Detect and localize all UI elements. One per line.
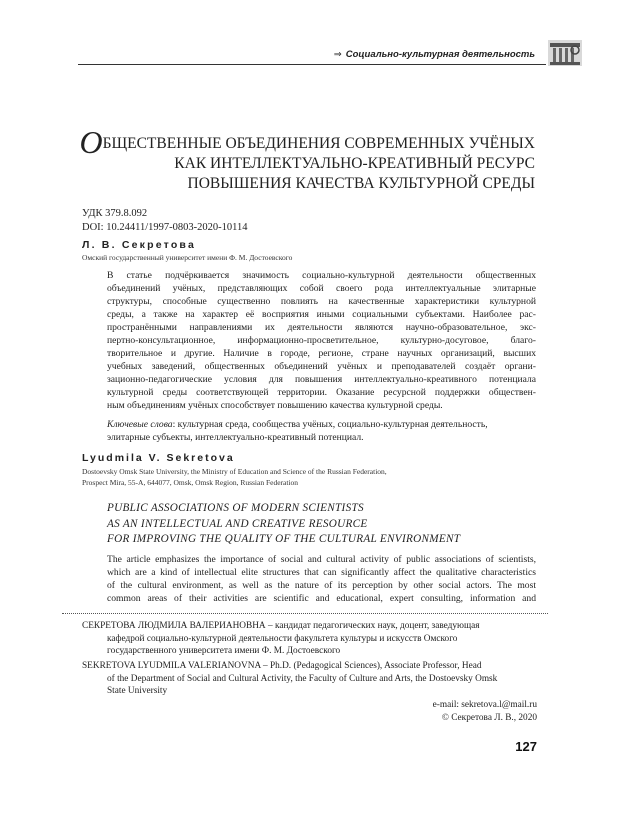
abstract-en-line: of the cultural environment, as well as the nature of its perception by other social actors. The most (107, 580, 536, 591)
doi: DOI: 10.24411/1997-0803-2020-10114 (82, 222, 248, 233)
author-name-ru: Л. В. Секретова (82, 239, 196, 251)
author-name-en: Lyudmila V. Sekretova (82, 452, 235, 464)
abstract-ru-line: зационно-педагогические условия для повышения интеллектуально-креативного потенциала (107, 374, 536, 385)
abstract-ru-line: структуры, способные существенно повлиять на качественные характеристики культурной (107, 296, 536, 307)
affiliation-en (82, 467, 387, 488)
author-email[interactable]: e-mail: sekretova.l@mail.ru (432, 700, 537, 710)
keywords-ru (107, 418, 536, 444)
keywords-text: элитарные субъекты, интеллектуально-креативный потенциал. (107, 432, 364, 443)
section-name: Социально-культурная деятельность (345, 49, 535, 60)
article-title-ru (65, 124, 535, 194)
title-ru-line: БЩЕСТВЕННЫЕ ОБЪЕДИНЕНИЯ СОВРЕМЕННЫХ УЧЁНЫХ (102, 135, 535, 152)
udk-code: УДК 379.8.092 (82, 208, 148, 219)
bio-ru-line: государственного университета имени Ф. М. Достоевского (107, 646, 341, 656)
affiliation-ru: Омский государственный университет имени Ф. М. Достоевского (82, 253, 293, 262)
abstract-en-line: which are a kind of intellectual elite structures that can significantly affect the qualitative characteristics (107, 567, 536, 578)
copyright: © Секретова Л. В., 2020 (441, 713, 537, 723)
author-bio-en (82, 660, 536, 698)
title-en-line: AS AN INTELLECTUAL AND CREATIVE RESOURCE (107, 517, 368, 530)
arrow-icon: ⇒ (333, 49, 342, 60)
affiliation-en-line: Prospect Mira, 55-A, 644077, Omsk, Omsk Region, Russian Federation (82, 477, 299, 487)
title-en-line: FOR IMPROVING THE QUALITY OF THE CULTURAL ENVIRONMENT (107, 533, 461, 545)
abstract-en-line: The article emphasizes the importance of social and cultural activity of public associations of scientists, (107, 554, 536, 565)
keywords-text: : культурная среда, сообщества учёных, социально-культурная деятельность, (172, 419, 488, 430)
abstract-ru (107, 269, 536, 412)
abstract-ru-line: В статье подчёркивается значимость социально-культурной деятельности общественных (107, 270, 536, 281)
bio-ru-line: СЕКРЕТОВА ЛЮДМИЛА ВАЛЕРИАНОВНА – кандидат педагогических наук, доцент, заведующая (82, 621, 480, 631)
bio-en-line: of the Department of Social and Cultural Activity, the Faculty of Culture and Arts, the Dostoevsky Omsk (107, 673, 498, 684)
header-rule (78, 64, 546, 65)
abstract-ru-line: пертно-консультационное, информационно-просветительное, культурно-досуговое, благо- (107, 335, 536, 346)
footnote-separator (62, 613, 548, 614)
title-en-line: PUBLIC ASSOCIATIONS OF MODERN SCIENTISTS (107, 502, 364, 514)
keywords-label: Ключевые слова (107, 419, 173, 430)
abstract-ru-line: объединений учёных, представляющих собой своего рода интеллектуальные элитарные (107, 283, 536, 294)
article-title-en (107, 501, 460, 548)
title-ru-line: КАК ИНТЕЛЛЕКТУАЛЬНО-КРЕАТИВНЫЙ РЕСУРС (174, 155, 535, 172)
running-header (334, 49, 535, 60)
drop-cap: О (79, 124, 103, 160)
abstract-en-line: common areas of their activities are scientific and educational, expert consulting, information and (107, 593, 536, 604)
bio-en-line: SEKRETOVA LYUDMILA VALERIANOVNA – Ph.D. (Pedagogical Sciences), Associate Professor, Head (82, 661, 482, 671)
column-logo-icon (548, 40, 582, 66)
affiliation-en-line: Dostoevsky Omsk State University, the Ministry of Education and Science of the Russian Federation, (82, 467, 387, 476)
title-ru-line: ПОВЫШЕНИЯ КАЧЕСТВА КУЛЬТУРНОЙ СРЕДЫ (187, 175, 535, 192)
abstract-ru-line: культурной среды соответствующей территории. Оказание ресурсной поддержки обществен- (107, 387, 536, 398)
bio-en-line: State University (107, 686, 168, 696)
abstract-ru-line: учебных заведений, общественных объединений учёных и преподавателей создаёт органи- (107, 361, 536, 372)
abstract-en (107, 553, 536, 605)
abstract-ru-line: ным объединениям учёных способствует повышению качества культурной среды. (107, 400, 443, 411)
page-number: 127 (515, 739, 537, 754)
abstract-ru-line: пространёнными направлениями их деятельности являются научно-образовательное, экс- (107, 322, 536, 333)
abstract-ru-line: творительное и другие. Наличие в городе, регионе, стране научных организаций, высших (107, 348, 536, 359)
author-bio-ru (82, 620, 536, 658)
abstract-ru-line: среды, а также на характер её восприятия иными социальными субъектами. Наиболее рас- (107, 309, 536, 320)
bio-ru-line: кафедрой социально-культурной деятельности факультета культуры и искусств Омского (107, 633, 458, 644)
